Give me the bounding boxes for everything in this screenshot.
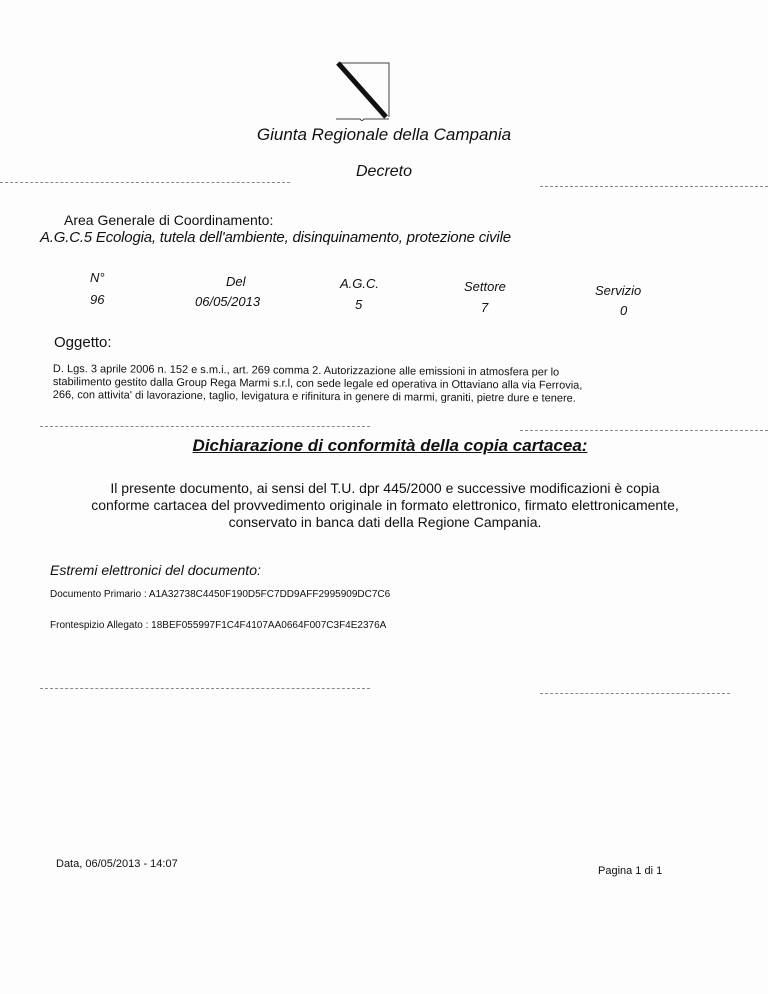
meta-servizio-label: Servizio	[595, 283, 642, 298]
meta-settore-label: Settore	[464, 279, 506, 294]
dichiarazione-title: Dichiarazione di conformità della copia cartacea:	[192, 436, 588, 455]
divider	[540, 693, 730, 694]
oggetto-line: stabilimento gestito dalla Group Rega Marmi s.r.l, con sede legale ed operativa in Ottaviano alla via Ferrovia,	[52, 375, 583, 392]
meta-number-value: 96	[90, 292, 105, 307]
meta-settore-value: 7	[481, 300, 489, 315]
estremi-title: Estremi elettronici del documento:	[50, 562, 261, 578]
oggetto-line: 266, con attivita' di lavorazione, taglio, levigatura e rifinitura in genere di marmi, graniti, pietre dure e tenere.	[52, 388, 576, 405]
region-logo	[334, 61, 392, 121]
footer-page: Pagina 1 di 1	[598, 865, 663, 877]
oggetto-text	[53, 363, 583, 406]
divider	[0, 182, 290, 183]
dichiarazione-text	[30, 480, 740, 531]
footer-date: Data, 06/05/2013 - 14:07	[56, 858, 178, 870]
meta-servizio-value: 0	[620, 303, 628, 318]
doc-type: Decreto	[355, 163, 413, 180]
meta-agc-value: 5	[355, 297, 363, 312]
divider	[540, 186, 768, 187]
area-value: A.G.C.5 Ecologia, tutela dell'ambiente, disinquinamento, protezione civile	[40, 229, 511, 246]
oggetto-line: D. Lgs. 3 aprile 2006 n. 152 e s.m.i., art. 269 comma 2. Autorizzazione alle emissioni in atmosfera per lo	[52, 363, 560, 379]
dichiarazione-line: conservato in banca dati della Regione Campania.	[228, 514, 542, 530]
divider	[40, 688, 370, 689]
documento-primario: Documento Primario : A1A32738C4450F190D5FC7DD9AFF2995909DC7C6	[50, 589, 391, 600]
frontespizio-allegato: Frontespizio Allegato : 18BEF055997F1C4F4107AA0664F007C3F4E2376A	[50, 620, 387, 631]
divider	[40, 426, 370, 427]
meta-date-label: Del	[226, 274, 246, 289]
dichiarazione-line: conforme cartacea del provvedimento originale in formato elettronico, firmato elettronicamente,	[91, 497, 679, 513]
meta-number-label: N°	[90, 270, 105, 285]
org-name: Giunta Regionale della Campania	[256, 125, 512, 144]
meta-date-value: 06/05/2013	[195, 294, 261, 309]
divider	[520, 430, 768, 431]
area-label: Area Generale di Coordinamento:	[64, 212, 274, 228]
dichiarazione-line: Il presente documento, ai sensi del T.U. dpr 445/2000 e successive modificazioni è copia	[110, 480, 660, 496]
oggetto-label: Oggetto:	[54, 334, 112, 351]
meta-agc-label: A.G.C.	[340, 276, 380, 291]
